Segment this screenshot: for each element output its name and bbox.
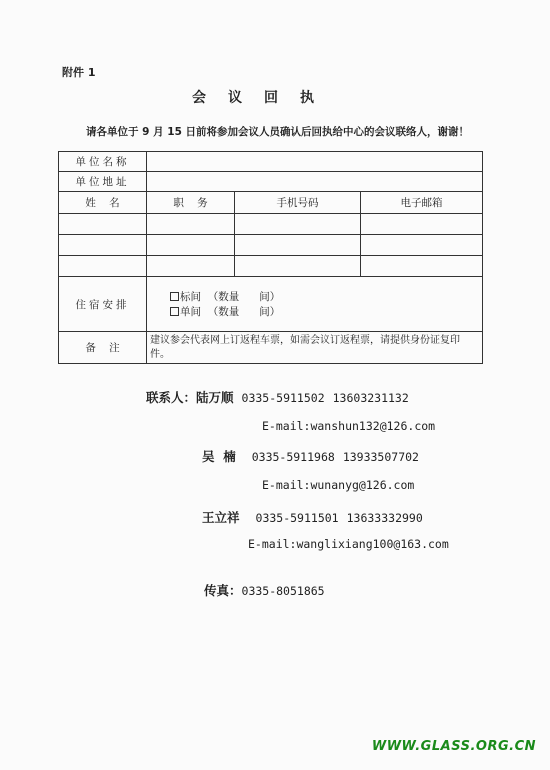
contact-email[interactable]: E-mail:wanglixiang100@163.com	[248, 537, 449, 551]
contact-tel: 0335-5911501	[255, 511, 339, 525]
phone-column-header: 手机号码	[235, 192, 361, 214]
attachment-label: 附件 1	[62, 66, 96, 79]
attendee-name-cell[interactable]	[59, 214, 147, 235]
attendee-phone-cell[interactable]	[235, 235, 361, 256]
accommodation-options	[147, 277, 483, 332]
single-room-option[interactable]: 单间 （数量 间）	[170, 304, 280, 319]
contact-name: 王立祥	[202, 510, 240, 525]
attendee-phone-cell[interactable]	[235, 256, 361, 277]
contact-row-1	[146, 387, 409, 406]
contact-email[interactable]: E-mail:wunanyg@126.com	[262, 478, 415, 492]
unit-name-label: 单位名称	[59, 152, 147, 172]
unit-address-label: 单位地址	[59, 172, 147, 192]
attendee-phone-cell[interactable]	[235, 214, 361, 235]
contact-name: 陆万顺	[196, 390, 234, 405]
attendee-name-cell[interactable]	[59, 235, 147, 256]
contact-mobile: 13633332990	[346, 511, 423, 525]
remarks-label: 备 注	[59, 332, 147, 364]
position-column-header: 职 务	[147, 192, 235, 214]
contact-label: 联系人：	[146, 390, 197, 405]
name-column-header: 姓 名	[59, 192, 147, 214]
attendee-position-cell[interactable]	[147, 235, 235, 256]
footer-url[interactable]: WWW.GLASS.ORG.CN	[371, 739, 536, 754]
checkbox-icon[interactable]	[170, 292, 179, 301]
contact-name: 吴 楠	[202, 449, 236, 464]
attendee-position-cell[interactable]	[147, 214, 235, 235]
contact-row-2	[202, 446, 419, 465]
page-title: 会议回执	[192, 90, 336, 106]
contact-mobile: 13603231132	[332, 391, 409, 405]
unit-address-field[interactable]	[147, 172, 483, 192]
contact-email[interactable]: E-mail:wanshun132@126.com	[262, 419, 436, 433]
contact-mobile: 13933507702	[342, 450, 419, 464]
remarks-text: 建议参会代表网上订返程车票，如需会议订返程票，请提供身份证复印件。	[147, 332, 483, 364]
unit-name-field[interactable]	[147, 152, 483, 172]
attendee-name-cell[interactable]	[59, 256, 147, 277]
receipt-form-table	[58, 151, 483, 364]
contact-tel: 0335-5911968	[251, 450, 335, 464]
checkbox-icon[interactable]	[170, 307, 179, 316]
attendee-position-cell[interactable]	[147, 256, 235, 277]
fax-number: 0335-8051865	[241, 584, 325, 598]
contact-row-3	[202, 507, 423, 526]
attendee-email-cell[interactable]	[361, 235, 483, 256]
fax-row	[204, 580, 325, 599]
instruction-text: 请各单位于 9 月 15 日前将参加会议人员确认后回执给中心的会议联络人，谢谢！	[86, 126, 470, 138]
contact-tel: 0335-5911502	[241, 391, 325, 405]
fax-label: 传真：	[204, 583, 242, 598]
standard-room-option[interactable]: 标间 （数量 间）	[170, 289, 280, 304]
accommodation-label: 住宿安排	[59, 277, 147, 332]
attendee-email-cell[interactable]	[361, 214, 483, 235]
attendee-email-cell[interactable]	[361, 256, 483, 277]
email-column-header: 电子邮箱	[361, 192, 483, 214]
